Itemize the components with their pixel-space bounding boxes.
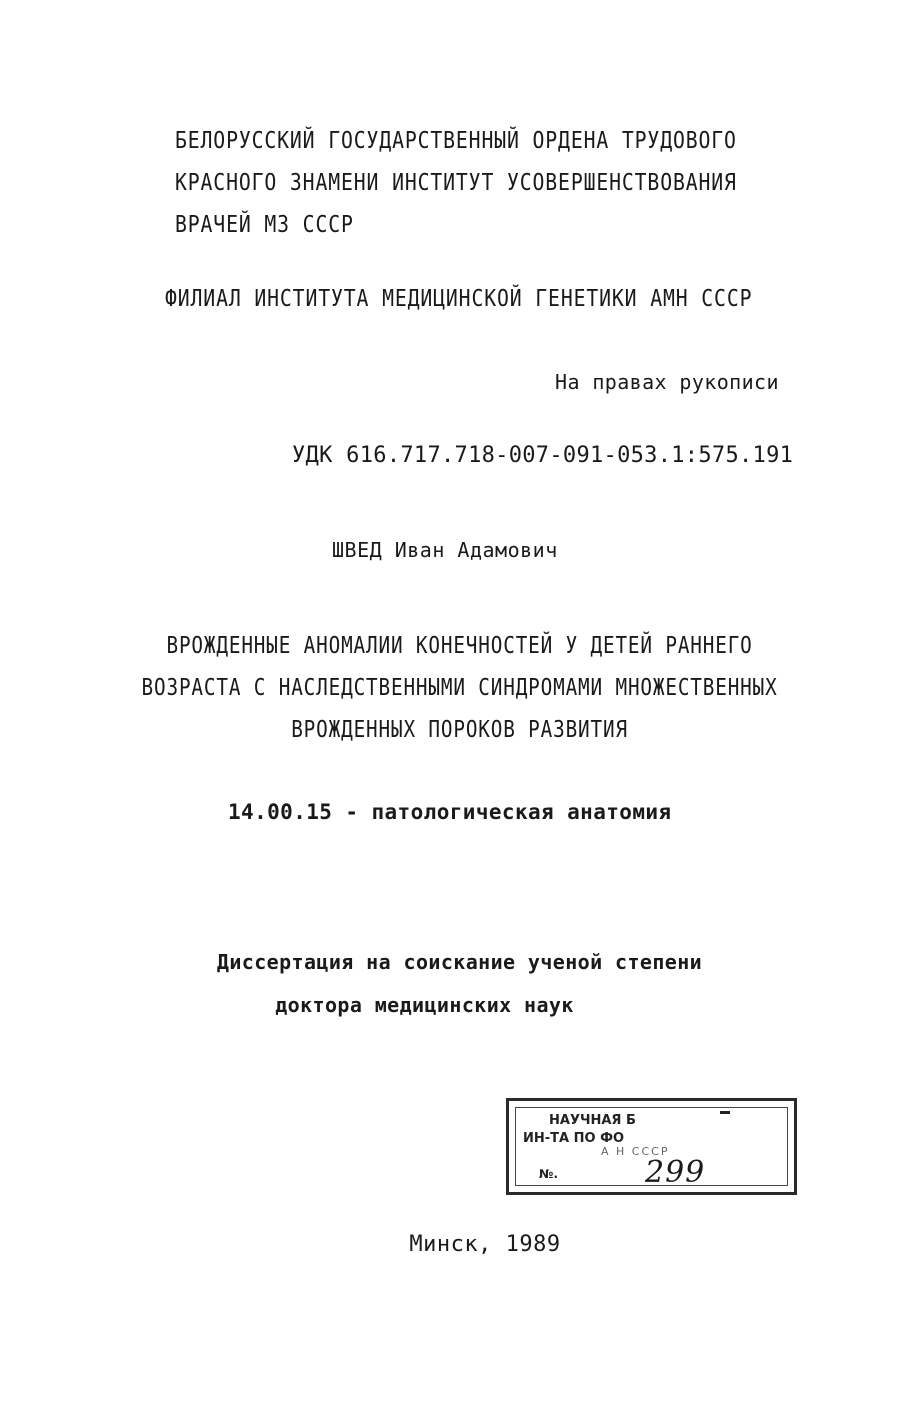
stamp-text-line-3: А Н СССР [601,1145,670,1158]
rights-note: На правах рукописи [555,370,779,394]
stamp-mark [720,1111,730,1114]
dissertation-line-1: Диссертация на соискание ученой степени [216,950,703,974]
author-name: ШВЕД Иван Адамович [332,538,558,562]
title-line-1: ВРОЖДЕННЫЕ АНОМАЛИИ КОНЕЧНОСТЕЙ У ДЕТЕЙ РАННЕГО [166,633,753,659]
title-line-3: ВРОЖДЕННЫХ ПОРОКОВ РАЗВИТИЯ [291,717,628,743]
specialty-code: 14.00.15 - патологическая анатомия [228,800,672,824]
udk-code: УДК 616.717.718-007-091-053.1:575.191 [292,443,794,468]
title-line-2: ВОЗРАСТА С НАСЛЕДСТВЕННЫМИ СИНДРОМАМИ МНОЖЕСТВЕННЫХ [141,675,778,701]
library-stamp [506,1098,797,1195]
stamp-text-line-1: НАУЧНАЯ Б [549,1113,636,1128]
city-year: Минск, 1989 [409,1232,561,1257]
stamp-number-label: №. [539,1167,558,1181]
stamp-text-line-2: ИН-ТА ПО ФО [523,1131,625,1146]
stamp-handwritten-number: 299 [645,1155,706,1190]
institution-line-2: КРАСНОГО ЗНАМЕНИ ИНСТИТУТ УСОВЕРШЕНСТВОВАНИЯ [175,170,737,196]
institution-line-1: БЕЛОРУССКИЙ ГОСУДАРСТВЕННЫЙ ОРДЕНА ТРУДОВОГО [175,128,737,154]
institution-line-3: ВРАЧЕЙ МЗ СССР [175,212,354,238]
dissertation-line-2: доктора медицинских наук [275,993,574,1017]
branch-name: ФИЛИАЛ ИНСТИТУТА МЕДИЦИНСКОЙ ГЕНЕТИКИ АМН СССР [165,286,753,312]
